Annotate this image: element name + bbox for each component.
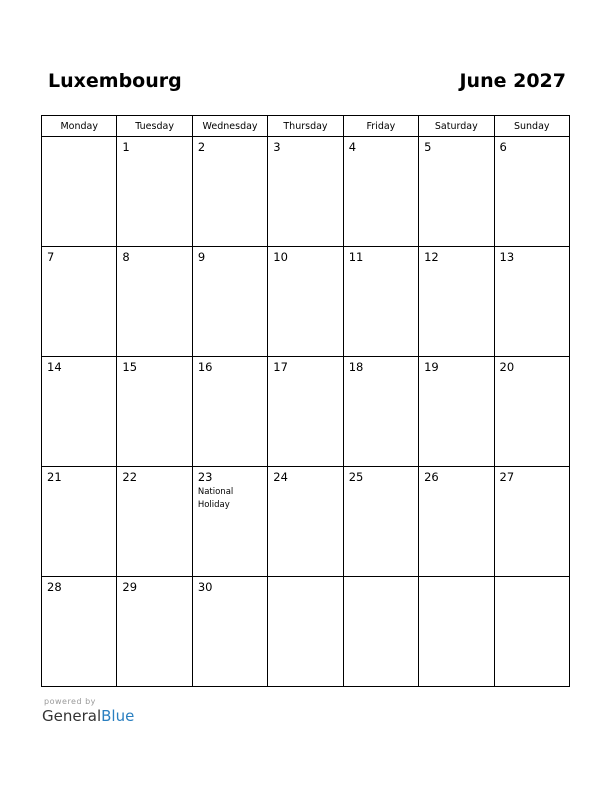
day-number: 4 [348,140,357,154]
country-title: Luxembourg [48,70,182,92]
day-cell [192,357,267,467]
day-number: 13 [499,250,515,264]
week-row [42,247,570,357]
powered-by-text: powered by [44,697,96,706]
brand-blue-text: Blue [101,707,135,725]
day-cell [42,357,117,467]
day-cell [42,247,117,357]
day-cell [343,247,418,357]
calendar-grid [41,115,570,687]
weekday-wednesday: Wednesday [192,116,267,137]
brand-general-text: General [42,707,102,725]
day-cell [419,467,494,577]
day-number: 28 [47,580,62,594]
day-number [42,137,116,140]
day-number: 22 [122,470,138,484]
week-row [42,357,570,467]
day-cell [42,137,117,247]
day-number: 29 [122,580,138,594]
day-number: 1 [122,140,130,154]
weekday-monday: Monday [42,116,117,137]
day-number: 3 [273,140,281,154]
day-number: 15 [122,360,138,374]
month-year-title: June 2027 [459,70,566,92]
day-cell [343,137,418,247]
day-number: 30 [197,580,213,594]
day-number [344,577,418,580]
day-cell [494,247,569,357]
day-number: 6 [499,140,507,154]
weekday-thursday: Thursday [268,116,343,137]
day-cell [343,577,418,687]
day-number: 7 [47,250,55,264]
day-number: 19 [424,360,439,374]
day-number: 11 [348,250,364,264]
day-cell [494,357,569,467]
day-cell [192,247,267,357]
day-number: 16 [197,360,213,374]
day-cell [343,467,418,577]
day-cell [494,467,569,577]
week-row [42,467,570,577]
day-number [268,577,342,580]
day-cell [268,137,343,247]
day-number: 9 [197,250,206,264]
day-cell [117,247,192,357]
day-cell [419,247,494,357]
weekday-tuesday: Tuesday [117,116,192,137]
week-row [42,577,570,687]
day-cell [494,577,569,687]
day-cell [268,357,343,467]
day-cell [494,137,569,247]
day-number: 25 [348,470,364,484]
day-number: 8 [122,250,130,264]
day-cell [192,137,267,247]
day-cell [117,577,192,687]
day-number: 20 [499,360,515,374]
day-cell [117,137,192,247]
calendar-header [44,70,570,100]
weekday-sunday: Sunday [494,116,569,137]
day-cell [42,467,117,577]
day-cell [268,247,343,357]
day-number [495,577,569,580]
day-cell [268,577,343,687]
generalblue-logo[interactable] [42,707,134,725]
day-cell [117,467,192,577]
day-number: 14 [47,360,62,374]
day-cell [419,577,494,687]
day-cell [192,577,267,687]
day-cell [42,577,117,687]
day-number: 2 [197,140,206,154]
day-number: 18 [348,360,364,374]
day-number: 17 [273,360,288,374]
week-row [42,137,570,247]
day-number: 12 [424,250,439,264]
day-number: 23 [197,470,213,484]
day-number: 21 [47,470,62,484]
day-cell [117,357,192,467]
day-number: 10 [273,250,288,264]
day-cell [268,467,343,577]
day-number: 26 [424,470,439,484]
day-cell [419,357,494,467]
day-number [419,577,493,580]
day-number: 5 [424,140,432,154]
day-number: 27 [499,470,515,484]
day-number: 24 [273,470,288,484]
weekday-friday: Friday [343,116,418,137]
weekday-saturday: Saturday [419,116,494,137]
holiday-label: National Holiday [197,487,234,510]
weekday-header-row [42,116,570,137]
day-cell [343,357,418,467]
footer-branding [42,697,134,725]
day-cell [419,137,494,247]
day-cell-holiday [192,467,267,577]
